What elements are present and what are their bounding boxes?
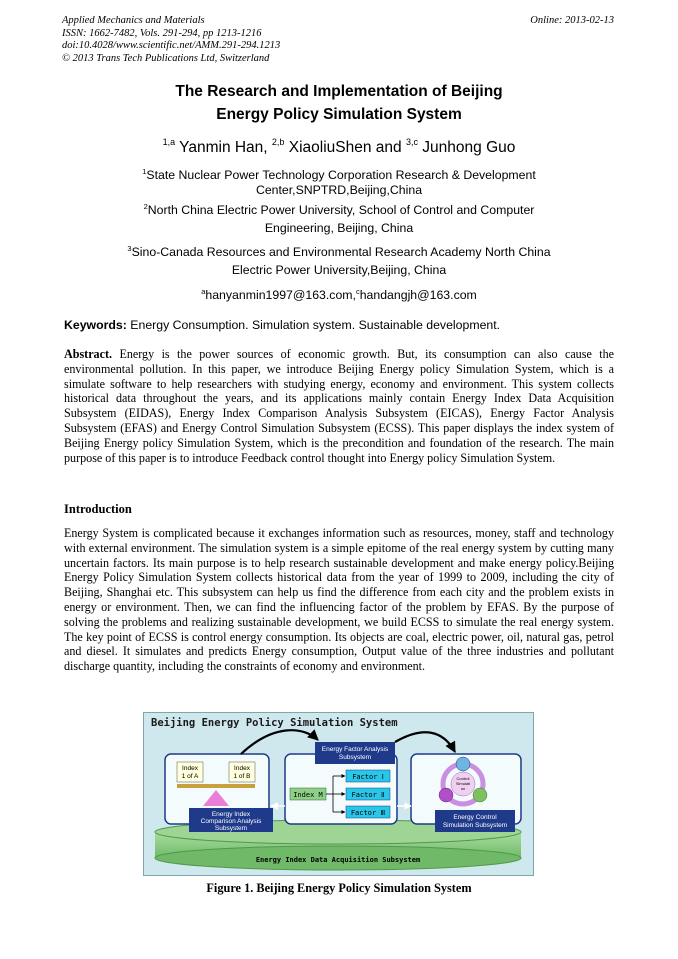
abstract [64,347,614,465]
journal-name: Applied Mechanics and Materials [62,15,205,26]
affiliation-2-line-1-row [0,199,678,218]
author-1: Yanmin Han, [179,139,268,156]
journal-header [62,15,280,65]
author-2-sup: 2,b [271,137,285,147]
affiliation-2-line-2: Engineering, Beijing, China [264,221,414,235]
cycle-node-right [473,788,487,802]
email-c-sup: c [355,287,360,296]
cycle-center-line-2: Simulati [455,781,471,786]
balance-beam [177,784,255,788]
email-c[interactable]: handangjh@163.com [359,288,477,302]
author-2: XiaoliuShen and [288,139,402,156]
cycle-node-left [439,788,453,802]
affiliation-1 [0,164,678,198]
eidas-label: Energy Index Data Acquisition Subsystem [255,856,421,864]
author-1-sup: 1,a [162,137,176,147]
eicas-line-3: Subsystem [214,825,248,832]
affiliation-1-line-2: Center,SNPTRD,Beijing,China [255,183,423,197]
factor-3-label: Factor Ⅲ [350,809,386,817]
ecss-line-1: Energy Control [453,814,497,821]
author-3: Junhong Guo [422,139,516,156]
efas-line-1: Energy Factor Analysis [321,746,389,753]
introduction-heading: Introduction [64,502,132,516]
abstract-text: Energy is the power sources of economic growth. But, its consumption can also cause the environmental pollution. In this paper, we introduce Beijing Energy policy Simulation System, which is a simulate software to help researchers with studying energy, economy and environment. This system collects historical data throughout the years, and its applications mainly contain Energy Index Data Acquisition Subsystem (EIDAS), Energy Index Comparison Analysis Subsystem (EICAS), Energy Factor Analysis Subsystem (EFAS) and Energy Control Simulation Subsystem (ECSS). This paper displays the index system of Beijing Energy policy Simulation System, which is the precondition and foundation of the research. The main purpose of this paper is to introduce Feedback control thought into Energy policy Simulation System. [64,347,614,465]
efas-line-2: Subsystem [338,754,372,761]
affiliation-2-sup: 2 [143,202,148,211]
affiliation-1-line-1: State Nuclear Power Technology Corporation Research & Development [146,168,536,182]
cycle-center-line-3: on [460,786,466,791]
doi-link[interactable]: doi:10.4028/www.scientific.net/AMM.291-294.1213 [62,40,281,51]
affiliation-2-line-1: North China Electric Power University, School of Control and Computer [147,203,535,217]
author-emails [0,284,678,303]
index-b-line-1: Index [234,765,250,772]
ecss-line-2: Simulation Subsystem [442,822,508,829]
diagram-title: Beijing Energy Policy Simulation System [151,717,398,729]
factor-1-label: Factor Ⅰ [352,773,384,781]
paper-title-line-1: The Research and Implementation of Beijing [175,83,503,100]
paper-title-line-2: Energy Policy Simulation System [216,106,462,123]
eicas-line-1: Energy Index [211,811,251,818]
issn: ISSN: 1662-7482, Vols. 291-294, pp 1213-1216 [62,27,262,39]
system-diagram [143,712,534,876]
keywords-text: Energy Consumption. Simulation system. Sustainable development. [126,318,501,332]
introduction-text: Energy System is complicated because it exchanges information such as resources, money, staff and technology with external environment. The simulation system is a simple epitome of the real energy system by cutting many uncertain factors. Its main purpose is to help research sustainable development and make energy policy.Beijing Energy Policy Simulation System collects historical data from the year of 1999 to 2009, including the city of Beijing, Shanghai etc. This subsystem can help us find the difference from each city and the problem exists in energy or environment. Then, we can find the influencing factor of the problem by EFAS. By the purpose of solving the problems and realizing sustainable development, we build ECSS to simulate the real energy system. The key point of ECSS is control energy consumption. Its objects are coal, electric power, oil, natural gas, petrol and diesel. It simulates and predicts Energy consumption, Output value of the three industries and pollutant discharge quantity, including the constraints of economy and environment. [64,526,614,674]
keywords [64,318,500,332]
affiliation-3-line-2: Electric Power University,Beijing, China [231,263,447,277]
email-a-sup: a [201,287,206,296]
affiliation-3-sup: 3 [127,244,132,253]
factor-2-label: Factor Ⅱ [351,791,385,799]
author-list [0,137,678,157]
keywords-label: Keywords: [64,318,127,332]
index-m-label: Index M [293,791,323,799]
cycle-center-line-1: Control [456,776,470,781]
online-date: Online: 2013-02-13 [530,15,614,26]
affiliation-3-line-1-row [0,241,678,260]
index-a-line-1: Index [182,765,198,772]
index-a-line-2: 1 of A [181,773,199,780]
affiliation-3-line-1: Sino-Canada Resources and Environmental Research Academy North China [131,245,551,259]
index-b-line-2: 1 of B [233,773,251,780]
author-3-sup: 3,c [405,137,418,147]
affiliation-1-sup: 1 [142,167,147,176]
figure-caption: Figure 1. Beijing Energy Policy Simulation System [206,881,472,895]
cycle-node-top [456,757,470,771]
eicas-line-2: Comparison Analysis [200,818,262,825]
copyright: © 2013 Trans Tech Publications Ltd, Switzerland [62,52,270,64]
email-a[interactable]: hanyanmin1997@163.com, [205,288,356,302]
abstract-label: Abstract. [64,347,113,361]
